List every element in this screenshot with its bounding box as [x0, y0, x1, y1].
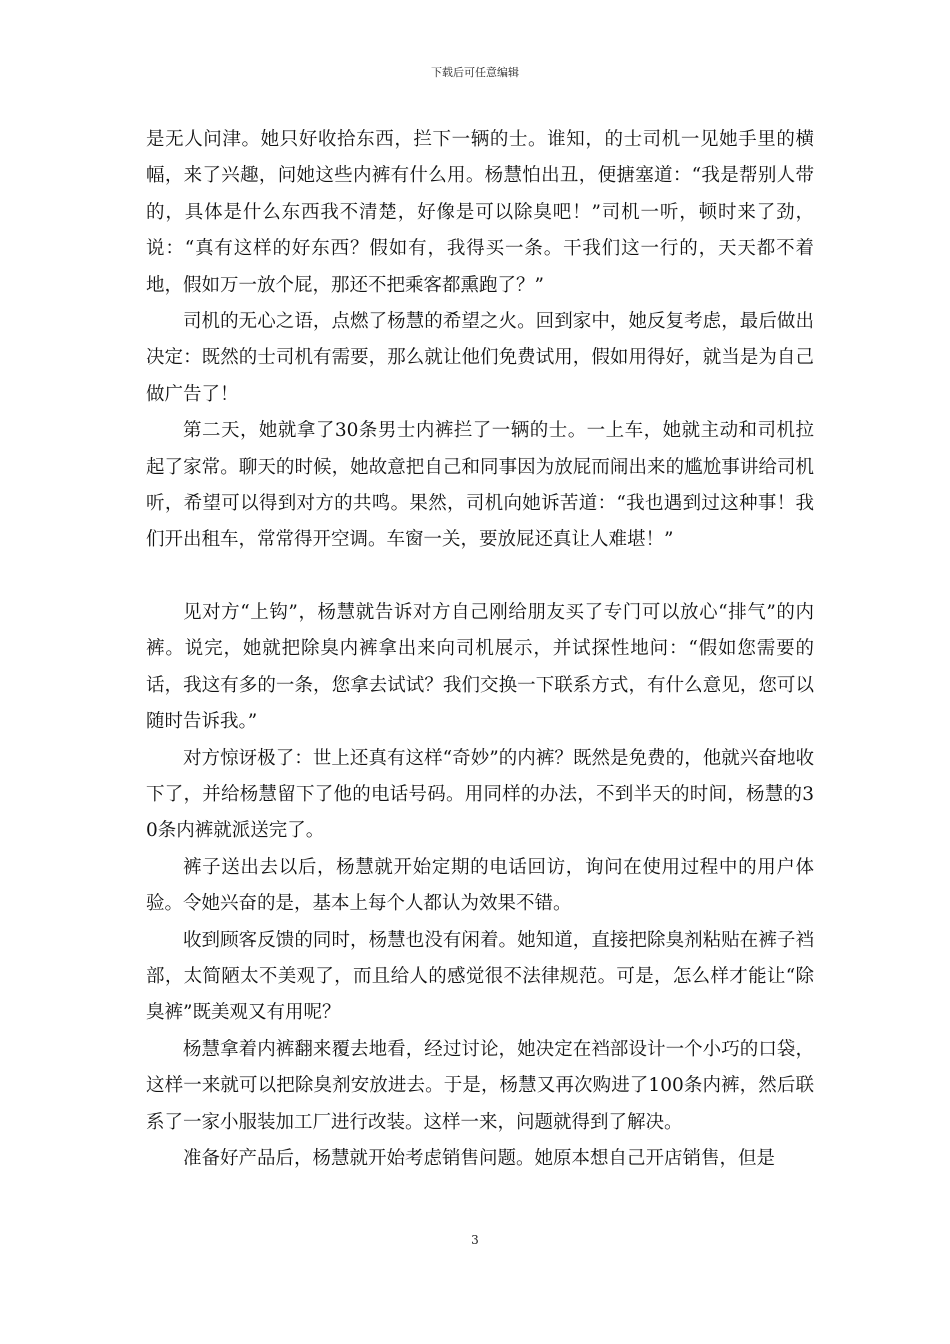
paragraph-9: 准备好产品后，杨慧就开始考虑销售问题。她原本想自己开店销售，但是 — [183, 1147, 776, 1169]
paragraph-7: 收到顾客反馈的同时，杨慧也没有闲着。她知道，直接把除臭剂粘贴在裤子裆部，太简陋太不美观了，而且给人的感觉很不法律规范。可是，怎么样才能让“除臭裤”既美观又有用呢？ — [146, 929, 814, 1024]
page-header: 下载后可任意编辑 — [431, 66, 519, 79]
paragraph-3: 第二天，她就拿了30条男士内裤拦了一辆的士。一上车，她就主动和司机拉起了家常。聊天的时候，她故意把自己和同事因为放屁而闹出来的尴尬事讲给司机听，希望可以得到对方的共鸣。果然，司机向她诉苦道：“我也遇到过这种事！我们开出租车，常常得开空调。车窗一关，要放屁还真让人难堪！” — [146, 420, 814, 551]
document-body — [146, 122, 814, 1177]
paragraph-6: 裤子送出去以后，杨慧就开始定期的电话回访，询问在使用过程中的用户体验。令她兴奋的是，基本上每个人都认为效果不错。 — [146, 856, 814, 915]
paragraph-4: 见对方“上钩”，杨慧就告诉对方自己刚给朋友买了专门可以放心“排气”的内裤。说完，她就把除臭内裤拿出来向司机展示，并试探性地问：“假如您需要的话，我这有多的一条，您拿去试试？我们交换一下联系方式，有什么意见，您可以随时告诉我。” — [146, 601, 814, 733]
paragraph-8: 杨慧拿着内裤翻来覆去地看，经过讨论，她决定在裆部设计一个小巧的口袋，这样一来就可以把除臭剂安放进去。于是，杨慧又再次购进了100条内裤，然后联系了一家小服装加工厂进行改装。这样一来，问题就得到了解决。 — [146, 1038, 814, 1133]
paragraph-2: 司机的无心之语，点燃了杨慧的希望之火。回到家中，她反复考虑，最后做出决定：既然的士司机有需要，那么就让他们免费试用，假如用得好，就当是为自己做广告了！ — [146, 311, 814, 405]
page-number: 3 — [471, 1233, 479, 1247]
paragraph-1: 是无人问津。她只好收拾东西，拦下一辆的士。谁知，的士司机一见她手里的横幅，来了兴趣，问她这些内裤有什么用。杨慧怕出丑，便搪塞道：“我是帮别人带的，具体是什么东西我不清楚，好像是可以除臭吧！”司机一听，顿时来了劲，说：“真有这样的好东西？假如有，我得买一条。干我们这一行的，天天都不着地，假如万一放个屁，那还不把乘客都熏跑了？” — [146, 129, 814, 296]
paragraph-5: 对方惊讶极了：世上还真有这样“奇妙”的内裤？既然是免费的，他就兴奋地收下了，并给杨慧留下了他的电话号码。用同样的办法，不到半天的时间，杨慧的30条内裤就派送完了。 — [146, 747, 814, 842]
